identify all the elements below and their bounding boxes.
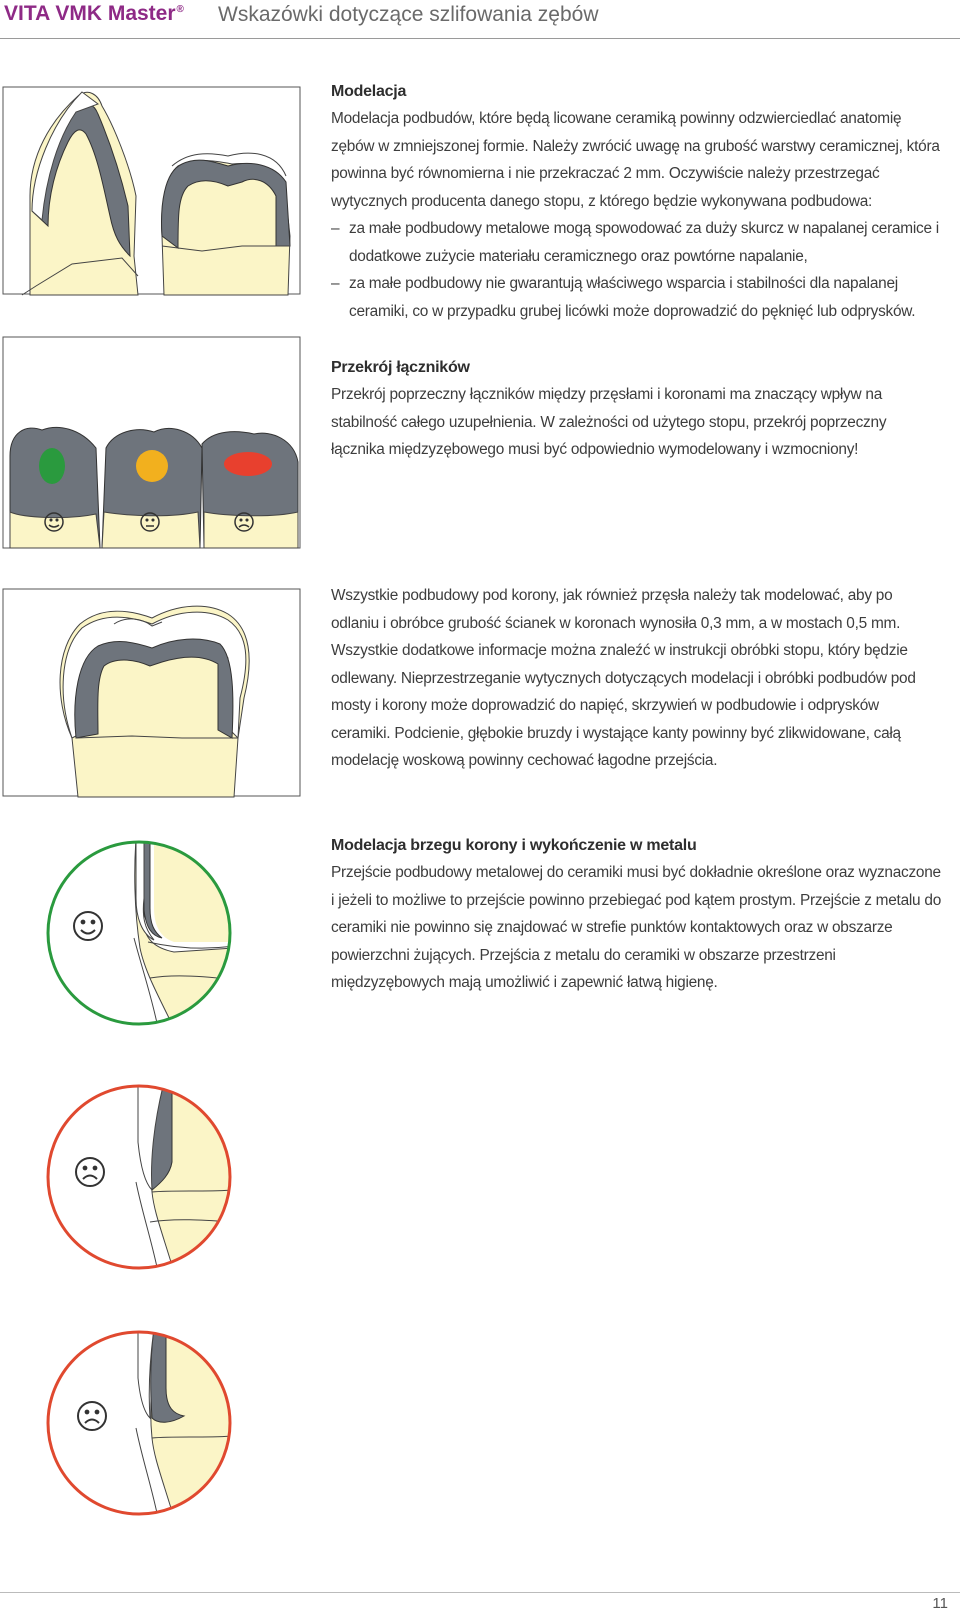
section-paragraph: Wszystkie podbudowy pod korony, jak również przęsła należy tak modelować, aby po odlaniu i obróbce grubość ścianek w koronach wynosiła 0,3 mm, a w mostach 0,5 mm. Wszystkie dodatkowe informacje można znaleźć w instrukcji obróbki stopu, który będzie odlewany. Nieprzestrzeganie wytycznych dotyczących modelacji i obróbki podbudów pod mosty i korony może doprowadzić do napięć, skrzywień w podbudowie i odprysków ceramiki. Podcienie, głębokie bruzdy i wystające kanty powinny być zlikwidowane, całą modelację woskową powinny cechować łagodne przejścia. bbox=[331, 587, 916, 769]
section-paragraph: Przejście podbudowy metalowej do ceramiki musi być dokładnie określone oraz wyznaczone i jeżeli to możliwe to przejście powinno przebiegać pod kątem prostym. Przejście z metalu do ceramiki nie powinno się znajdować w strefie punktów kontaktowych oraz w obszarze powierzchni żujących. Przejścia z metalu do ceramiki w obszarze przestrzeni międzyzębowych mają umożliwić i zapewnić łatwą higienę. bbox=[331, 864, 942, 991]
brand-title: VITA VMK Master® bbox=[4, 2, 184, 25]
figure-margin-bad-2 bbox=[44, 1328, 234, 1518]
page-header bbox=[0, 0, 960, 40]
section-heading: Modelacja bbox=[331, 83, 407, 100]
section-brzeg-korony bbox=[331, 832, 941, 997]
figure-margin-bad-1 bbox=[44, 1082, 234, 1272]
section-paragraph: Modelacja podbudów, które będą licowane ceramiką powinny odzwierciedlać anatomię zębów w zmniejszonej formie. Należy zwrócić uwagę na grubość warstwy ceramicznej, która powinna być równomierna i nie przekraczać 2 mm. Oczywiście należy przestrzegać wytycznych producenta danego stopu, z którego będzie wykonywana podbudowa: bbox=[331, 110, 940, 210]
section-podbudowy bbox=[331, 582, 941, 775]
footer-divider bbox=[0, 1592, 960, 1593]
figure-connector-cross-sections bbox=[2, 336, 302, 550]
connector-good-section bbox=[39, 448, 65, 484]
section-przekroj bbox=[331, 354, 941, 464]
section-paragraph: Przekrój poprzeczny łączników między przęsłami i koronami ma znaczący wpływ na stabilność całego uzupełnienia. W zależności od użytego stopu, przekrój poprzeczny łącznika międzyzębowego musi być odpowiednio wymodelowany i wzmocniony! bbox=[331, 386, 887, 458]
section-heading: Modelacja brzegu korony i wykończenie w metalu bbox=[331, 837, 697, 854]
connector-neutral-section bbox=[136, 450, 168, 482]
figure-crown-modeling bbox=[2, 588, 302, 798]
page-title: Wskazówki dotyczące szlifowania zębów bbox=[218, 3, 599, 26]
figure-margin-good bbox=[44, 838, 234, 1028]
figure-framework-modeling bbox=[2, 86, 302, 296]
header-divider bbox=[0, 38, 960, 39]
section-heading: Przekrój łączników bbox=[331, 359, 470, 376]
list-item: – za małe podbudowy nie gwarantują właściwego wsparcia i stabilności dla napalanej ceramiki, co w przypadku grubej licówki może doprowadzić do pęknięć lub odprysków. bbox=[331, 275, 916, 320]
list-item: – za małe podbudowy metalowe mogą spowodować za duży skurcz w napalanej ceramice i dodatkowe zużycie materiału ceramicznego oraz powtórne napalanie, bbox=[331, 220, 939, 265]
page-number: 11 bbox=[932, 1595, 948, 1612]
connector-bad-section bbox=[224, 452, 272, 476]
section-modelacja bbox=[331, 78, 941, 325]
